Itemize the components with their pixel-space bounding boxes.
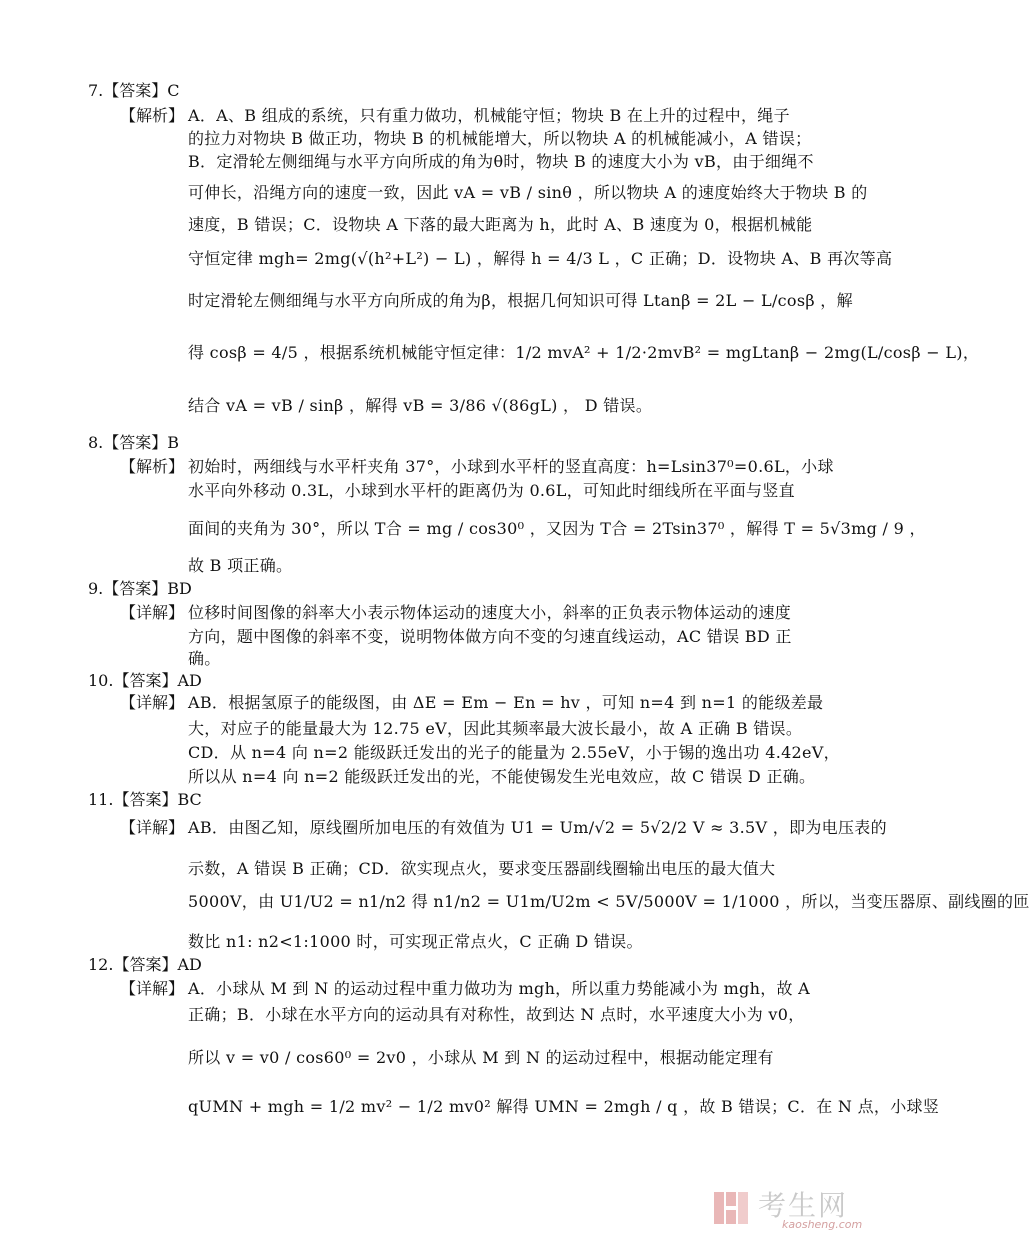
q7-answer-header: 7.【答案】C (88, 81, 180, 100)
q7-line-4: 可伸长，沿绳方向的速度一致，因此 vA = vB / sinθ ，所以物块 A 的速度始终大于物块 B 的 (188, 183, 868, 202)
q11-detail-label: 【详解】 (120, 818, 185, 837)
q9-line-3: 确。 (188, 649, 221, 668)
q11-answer-header: 11.【答案】BC (88, 790, 202, 809)
q7-line-9: 结合 vA = vB / sinβ ，解得 vB = 3/86 √(86gL) ， D 错误。 (188, 396, 653, 415)
q8-line-1: 初始时，两细线与水平杆夹角 37°，小球到水平杆的竖直高度：h=Lsin37⁰=0.6L，小球 (188, 457, 834, 476)
q12-detail-label: 【详解】 (120, 979, 185, 998)
q11-line-2: 示数，A 错误 B 正确；CD．欲实现点火，要求变压器副线圈输出电压的最大值大 (188, 859, 776, 878)
q12-line-4: qUMN + mgh = 1/2 mv² − 1/2 mv0² 解得 UMN = 2mgh / q ，故 B 错误；C．在 N 点，小球竖 (188, 1097, 940, 1116)
q7-line-1: A．A、B 组成的系统，只有重力做功，机械能守恒；物块 B 在上升的过程中，绳子 (188, 106, 790, 125)
q11-line-4: 数比 n1: n2<1:1000 时，可实现正常点火，C 正确 D 错误。 (188, 932, 643, 951)
q8-answer-header: 8.【答案】B (88, 433, 180, 452)
q8-line-2: 水平向外移动 0.3L，小球到水平杆的距离仍为 0.6L，可知此时细线所在平面与竖直 (188, 481, 795, 500)
q9-detail-label: 【详解】 (120, 603, 185, 622)
q12-line-3: 所以 v = v0 / cos60⁰ = 2v0 ，小球从 M 到 N 的运动过程中，根据动能定理有 (188, 1048, 774, 1067)
q9-line-2: 方向，题中图像的斜率不变，说明物体做方向不变的匀速直线运动，AC 错误 BD 正 (188, 627, 792, 646)
q7-line-7: 时定滑轮左侧细绳与水平方向所成的角为β，根据几何知识可得 Ltanβ = 2L − L/cosβ ，解 (188, 291, 853, 310)
watermark (712, 1184, 882, 1234)
watermark-logo-icon (712, 1188, 752, 1228)
q7-line-3: B．定滑轮左侧细绳与水平方向所成的角为θ时，物块 B 的速度大小为 vB，由于细绳不 (188, 152, 814, 171)
q10-line-2: 大，对应子的能量最大为 12.75 eV，因此其频率最大波长最小，故 A 正确 B 错误。 (188, 719, 803, 738)
q10-detail-label: 【详解】 (120, 693, 185, 712)
q9-line-1: 位移时间图像的斜率大小表示物体运动的速度大小，斜率的正负表示物体运动的速度 (188, 603, 792, 622)
q10-answer-header: 10.【答案】AD (88, 671, 202, 690)
q10-line-1: AB．根据氢原子的能级图，由 ΔE = Em − En = hv ，可知 n=4 到 n=1 的能级差最 (188, 693, 824, 712)
q11-line-1: AB．由图乙知，原线圈所加电压的有效值为 U1 = Um/√2 = 5√2/2 V ≈ 3.5V ，即为电压表的 (188, 818, 887, 837)
watermark-cn: 考生网 (758, 1189, 849, 1222)
q7-line-2: 的拉力对物块 B 做正功，物块 B 的机械能增大，所以物块 A 的机械能减小，A 错误； (188, 129, 812, 148)
q11-line-3: 5000V，由 U1/U2 = n1/n2 得 n1/n2 = U1m/U2m < 5V/5000V = 1/1000 ，所以，当变压器原、副线圈的匝 (188, 892, 1030, 911)
q7-line-6: 守恒定律 mgh= 2mg(√(h²+L²) − L) ，解得 h = 4/3 L ，C 正确；D．设物块 A、B 再次等高 (188, 249, 893, 268)
q9-answer-header: 9.【答案】BD (88, 579, 192, 598)
q12-line-2: 正确；B．小球在水平方向的运动具有对称性，故到达 N 点时，水平速度大小为 v0， (188, 1005, 805, 1024)
q8-line-4: 故 B 项正确。 (188, 556, 293, 575)
q10-line-3: CD．从 n=4 向 n=2 能级跃迁发出的光子的能量为 2.55eV，小于锡的逸出功 4.42eV， (188, 743, 840, 762)
q8-analysis-label: 【解析】 (120, 457, 185, 476)
q10-line-4: 所以从 n=4 向 n=2 能级跃迁发出的光，不能使锡发生光电效应，故 C 错误 D 正确。 (188, 767, 816, 786)
q12-answer-header: 12.【答案】AD (88, 955, 202, 974)
q7-line-5: 速度，B 错误；C．设物块 A 下落的最大距离为 h，此时 A、B 速度为 0，根据机械能 (188, 215, 813, 234)
q8-line-3: 面间的夹角为 30°，所以 T合 = mg / cos30⁰ ，又因为 T合 = 2Tsin37⁰ ，解得 T = 5√3mg / 9 ， (188, 519, 926, 538)
watermark-en: kaosheng.com (782, 1218, 863, 1231)
q7-line-8: 得 cosβ = 4/5 ，根据系统机械能守恒定律：1/2 mvA² + 1/2·2mvB² = mgLtanβ − 2mg(L/cosβ − L)， (188, 343, 980, 362)
q7-analysis-label: 【解析】 (120, 106, 185, 125)
q12-line-1: A．小球从 M 到 N 的运动过程中重力做功为 mgh，所以重力势能减小为 mgh，故 A (188, 979, 811, 998)
